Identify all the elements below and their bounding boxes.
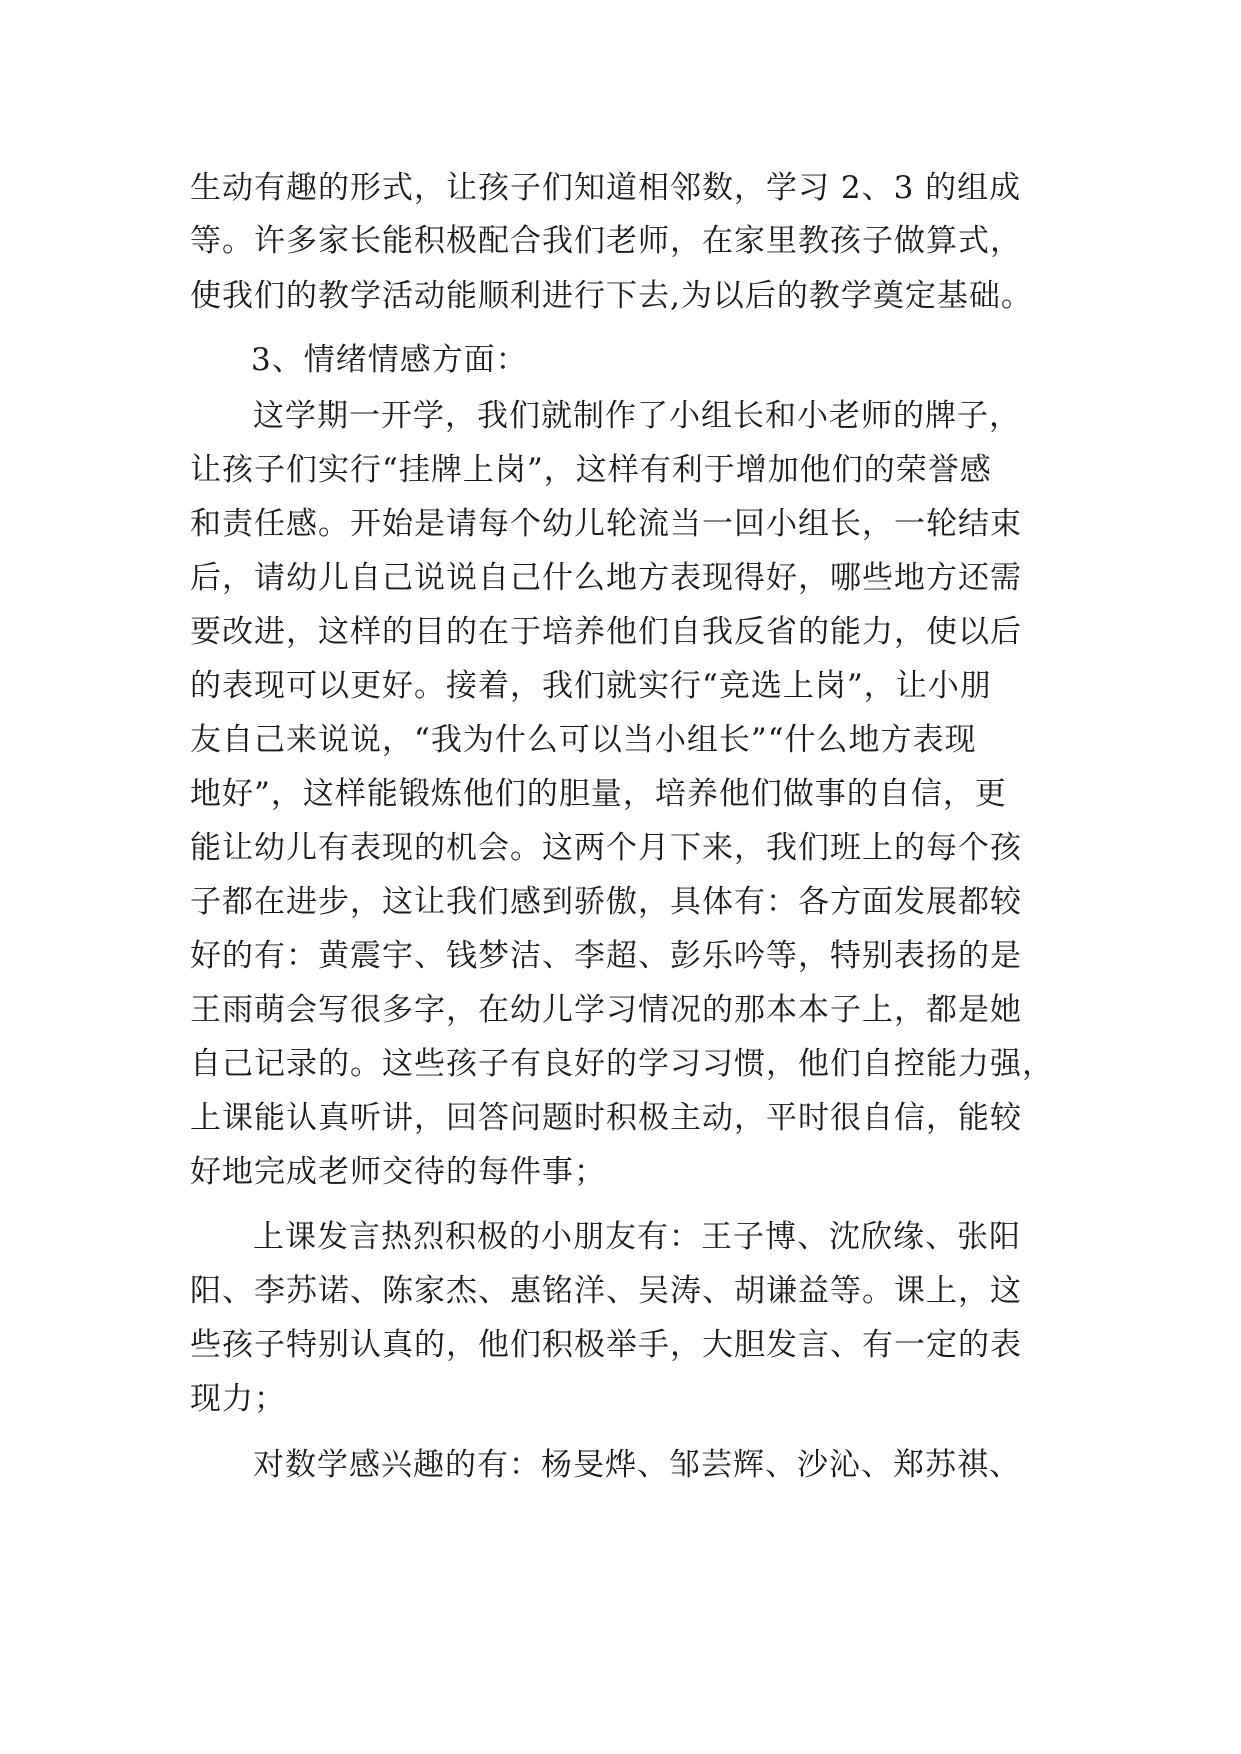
text-line: 友自己来说说，“我为什么可以当小组长”“什么地方表现	[190, 722, 977, 758]
text-line: 上课能认真听讲，回答问题时积极主动，平时很自信，能较	[190, 1100, 1022, 1136]
text-line: 的表现可以更好。接着，我们就实行“竞选上岗”，让小朋	[190, 668, 992, 704]
paragraph-start: 对数学感兴趣的有：杨旻烨、邹芸辉、沙沁、郑苏祺、	[253, 1447, 1021, 1483]
paragraph-start: 这学期一开学，我们就制作了小组长和小老师的牌子，	[253, 398, 1021, 434]
text-line: 使我们的教学活动能顺利进行下去,为以后的教学奠定基础。	[190, 278, 1033, 314]
text-line: 要改进，这样的目的在于培养他们自我反省的能力，使以后	[190, 614, 1022, 650]
text-line: 和责任感。开始是请每个幼儿轮流当一回小组长，一轮结束	[190, 506, 1022, 542]
text-line: 让孩子们实行“挂牌上岗”，这样有利于增加他们的荣誉感	[190, 452, 992, 488]
text-line: 自己记录的。这些孩子有良好的学习习惯，他们自控能力强，	[190, 1046, 1054, 1082]
paragraph-start: 上课发言热烈积极的小朋友有：王子博、沈欣缘、张阳	[253, 1219, 1021, 1255]
text-line: 后，请幼儿自己说说自己什么地方表现得好，哪些地方还需	[190, 560, 1022, 596]
text-line: 子都在进步，这让我们感到骄傲，具体有：各方面发展都较	[190, 884, 1022, 920]
text-line: 些孩子特别认真的，他们积极举手，大胆发言、有一定的表	[190, 1327, 1022, 1363]
text-line: 好地完成老师交待的每件事；	[190, 1154, 606, 1190]
text-line: 阳、李苏诺、陈家杰、惠铭洋、吴涛、胡谦益等。课上，这	[190, 1273, 1022, 1309]
text-line: 等。许多家长能积极配合我们老师，在家里教孩子做算式，	[190, 223, 1022, 259]
text-line: 生动有趣的形式，让孩子们知道相邻数，学习 2、3 的组成	[190, 170, 1022, 206]
text-line: 能让幼儿有表现的机会。这两个月下来，我们班上的每个孩	[190, 830, 1022, 866]
text-line: 王雨萌会写很多字，在幼儿学习情况的那本本子上，都是她	[190, 992, 1022, 1028]
text-line: 地好”，这样能锻炼他们的胆量，培养他们做事的自信，更	[190, 776, 1007, 812]
text-line: 好的有：黄震宇、钱梦洁、李超、彭乐吟等，特别表扬的是	[190, 938, 1022, 974]
section-heading: 3、情绪情感方面：	[251, 342, 528, 378]
text-line: 现力；	[190, 1381, 286, 1417]
